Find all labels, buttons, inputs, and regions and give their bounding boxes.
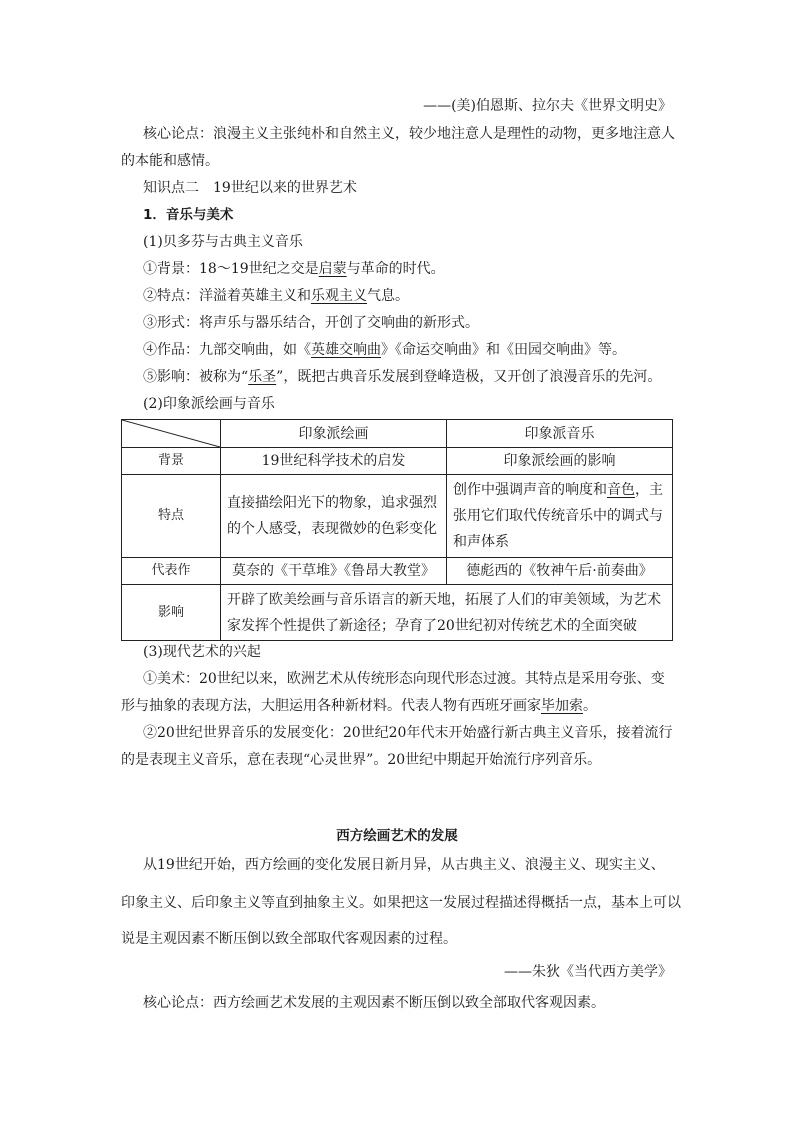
table-row (122, 558, 673, 585)
western-core-argument: 核心论点：西方绘画艺术发展的主观因素不断压倒以致全部取代客观因素。 (143, 995, 605, 1011)
table-row (122, 448, 673, 475)
section-music-art: 1．音乐与美术 (143, 207, 234, 223)
diagonal-corner-cell (122, 420, 221, 448)
row-label-background: 背景 (122, 448, 221, 475)
header-music: 印象派音乐 (447, 420, 673, 448)
top-citation: ——(美)伯恩斯、拉尔夫《世界文明史》 (423, 98, 672, 114)
modern-music-para-line-2: 的是表现主义音乐，意在表现“心灵世界”。20世纪中期起开始流行序列音乐。 (121, 752, 602, 768)
western-citation: ——朱狄《当代西方美学》 (504, 964, 672, 980)
core-argument-line-1: 核心论点：浪漫主义主张纯朴和自然主义，较少地注意人是理性的动物，更多地注意人 (143, 126, 675, 142)
cell-music-works: 德彪西的《牧神午后·前奏曲》 (447, 558, 673, 585)
answer-underline: 乐圣 (248, 369, 277, 385)
impressionism-table (121, 419, 673, 641)
table-row (122, 475, 673, 558)
answer-underline: 乐观主义 (311, 288, 367, 304)
modern-art-para-1-line-2: 形与抽象的表现方法，大胆运用各种新材料。代表人物有西班牙画家毕加索。 (121, 698, 597, 714)
row-label-works: 代表作 (122, 558, 221, 585)
answer-underline: 毕加索 (541, 698, 583, 714)
beethoven-form: ③形式：将声乐与器乐结合，开创了交响曲的新形式。 (143, 315, 479, 331)
impressionism-title: (2)印象派绘画与音乐 (143, 396, 275, 412)
western-para-line-2: 印象主义、后印象主义等直到抽象主义。如果把这一发展过程描述得概括一点，基本上可以 (121, 895, 681, 911)
beethoven-title: (1)贝多芬与古典主义音乐 (143, 234, 303, 250)
cell-painting-works: 莫奈的《干草堆》《鲁昂大教堂》 (221, 558, 447, 585)
table-header-row (122, 420, 673, 448)
answer-underline: 音色 (607, 482, 635, 498)
western-painting-title: 西方绘画艺术的发展 (336, 828, 458, 844)
row-label-features: 特点 (122, 475, 221, 558)
beethoven-influence: ⑤影响：被称为“乐圣”，既把古典音乐发展到登峰造极，又开创了浪漫音乐的先河。 (143, 369, 662, 385)
western-para-line-1: 从19世纪开始，西方绘画的变化发展日新月异，从古典主义、浪漫主义、现实主义、 (143, 857, 665, 873)
core-argument-line-2: 的本能和感情。 (121, 153, 219, 169)
cell-music-features: 创作中强调声音的响度和音色，主张用它们取代传统音乐中的调式与和声体系 (447, 475, 673, 558)
header-painting: 印象派绘画 (221, 420, 447, 448)
western-para-line-3: 说是主观因素不断压倒以致全部取代客观因素的过程。 (121, 931, 457, 947)
modern-art-para-1-line-1: ①美术：20世纪以来，欧洲艺术从传统形态向现代形态过渡。其特点是采用夸张、变 (143, 671, 665, 687)
cell-influence: 开辟了欧美绘画与音乐语言的新天地，拓展了人们的审美领域，为艺术家发挥个性提供了新途径；孕育了20世纪初对传统艺术的全面突破 (221, 585, 673, 641)
knowledge-point-heading: 知识点二 19世纪以来的世界艺术 (143, 180, 357, 196)
answer-underline: 启蒙 (318, 261, 347, 277)
modern-art-title: (3)现代艺术的兴起 (143, 644, 261, 660)
table-row (122, 585, 673, 641)
cell-music-background: 印象派绘画的影响 (447, 448, 673, 475)
row-label-influence: 影响 (122, 585, 221, 641)
modern-music-para-line-1: ②20世纪世界音乐的发展变化：20世纪20年代末开始盛行新古典主义音乐，接着流行 (143, 725, 673, 741)
beethoven-features: ②特点：洋溢着英雄主义和乐观主义气息。 (143, 288, 409, 304)
beethoven-background: ①背景：18～19世纪之交是启蒙与革命的时代。 (143, 261, 445, 277)
cell-painting-features: 直接描绘阳光下的物象，追求强烈的个人感受，表现微妙的色彩变化 (221, 475, 447, 558)
cell-painting-background: 19世纪科学技术的启发 (221, 448, 447, 475)
answer-underline: 英雄交响曲 (311, 342, 381, 358)
beethoven-works: ④作品：九部交响曲，如《英雄交响曲》《命运交响曲》和《田园交响曲》等。 (143, 342, 626, 358)
